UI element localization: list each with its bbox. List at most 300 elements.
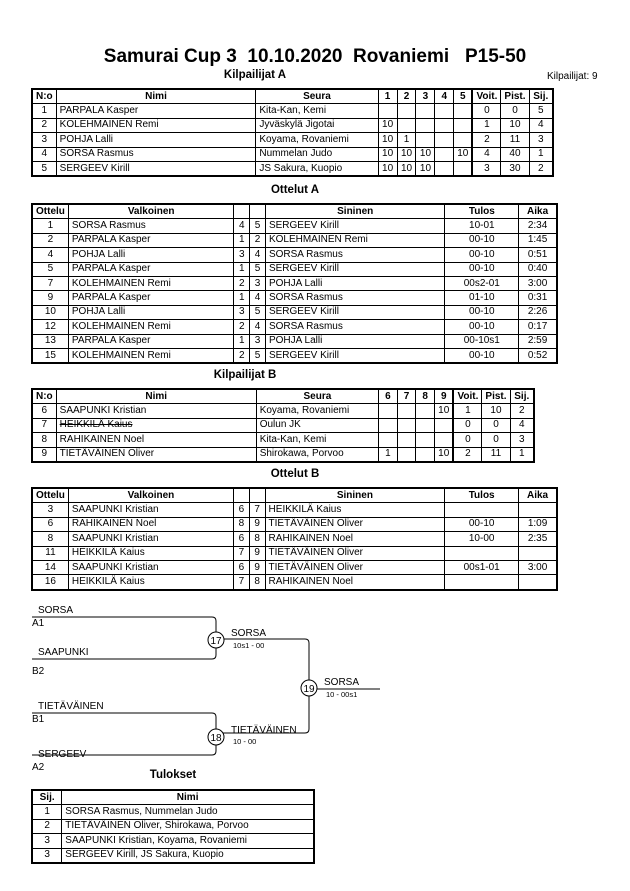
- header-round: 9: [435, 389, 454, 404]
- points: 0: [482, 433, 510, 447]
- round-score: 10: [378, 161, 397, 176]
- match-number-19: 19: [303, 684, 315, 695]
- round-score: [379, 404, 398, 418]
- match-no: 9: [32, 291, 68, 305]
- blue-name: KOLEHMAINEN Remi: [265, 233, 445, 247]
- header-round: 8: [416, 389, 435, 404]
- round-score: 10: [378, 147, 397, 161]
- competitor-club: Koyama, Rovaniemi: [256, 133, 378, 147]
- white-name: RAHIKAINEN Noel: [68, 517, 233, 531]
- points: 10: [482, 404, 510, 418]
- white-no: 6: [234, 560, 250, 574]
- round-score: [435, 104, 454, 118]
- table-header: [32, 488, 557, 503]
- match-number-18: 18: [210, 733, 222, 744]
- table-row: [32, 291, 557, 305]
- wins: 2: [453, 447, 481, 462]
- round-score: 10: [397, 161, 416, 176]
- table-row: [32, 447, 534, 462]
- table-row: [32, 147, 553, 161]
- round-score: [397, 118, 416, 132]
- header-time: Aika: [519, 204, 557, 219]
- competitor-club: Kita-Kan, Kemi: [256, 104, 378, 118]
- sf2-bottom-seed: A2: [32, 762, 45, 773]
- competitor-no: 5: [32, 161, 56, 176]
- result-place: 3: [32, 848, 62, 863]
- blue-name: RAHIKAINEN Noel: [265, 532, 445, 546]
- blue-no: 5: [250, 348, 266, 363]
- wins: 0: [472, 104, 500, 118]
- place: 4: [510, 418, 534, 432]
- header-white: Valkoinen: [68, 204, 234, 219]
- matches-b-title: Ottelut B: [270, 468, 320, 480]
- round-score: [435, 118, 454, 132]
- table-row: [32, 560, 557, 574]
- blue-name: SORSA Rasmus: [265, 291, 445, 305]
- match-no: 2: [32, 233, 68, 247]
- round-score: [416, 104, 435, 118]
- page-title: Samurai Cup 3 10.10.2020 Rovaniemi P15-50: [103, 46, 527, 67]
- competitor-no: 2: [32, 118, 56, 132]
- blue-no: 8: [249, 532, 265, 546]
- competitor-count: Kilpailijat: 9: [547, 71, 598, 82]
- competitor-name: TIETÄVÄINEN Oliver: [56, 447, 256, 462]
- table-row: [32, 320, 557, 334]
- blue-no: 9: [249, 517, 265, 531]
- round-score: [397, 447, 416, 462]
- white-name: HEIKKILÄ Kaius: [68, 575, 233, 590]
- sf2-top-seed: B1: [32, 714, 45, 725]
- table-row: [32, 433, 534, 447]
- round-score: 10: [397, 147, 416, 161]
- wins: 1: [453, 404, 481, 418]
- header-no: N:o: [32, 89, 56, 104]
- white-no: 3: [234, 305, 250, 319]
- sf1-bottom-name: SAAPUNKI: [38, 647, 89, 658]
- round-score: [379, 433, 398, 447]
- white-name: SAAPUNKI Kristian: [68, 503, 233, 517]
- round-score: 10: [416, 161, 435, 176]
- blue-no: 9: [249, 560, 265, 574]
- competitor-no: 8: [32, 433, 56, 447]
- blue-no: 3: [250, 334, 266, 348]
- round-score: 1: [397, 133, 416, 147]
- match-no: 11: [32, 546, 68, 560]
- table-header: [32, 790, 314, 805]
- result-name: TIETÄVÄINEN Oliver, Shirokawa, Porvoo: [62, 819, 314, 833]
- time: 3:00: [519, 276, 557, 290]
- time: [519, 503, 557, 517]
- white-name: PARPALA Kasper: [68, 291, 234, 305]
- white-no: 1: [234, 233, 250, 247]
- header-round: 1: [378, 89, 397, 104]
- competitor-club: Shirokawa, Porvoo: [256, 447, 378, 462]
- time: 0:17: [519, 320, 557, 334]
- header-round: 4: [435, 89, 454, 104]
- table-row: [32, 517, 557, 531]
- matches-a-table: [31, 203, 558, 364]
- table-row: [32, 819, 314, 833]
- match-no: 15: [32, 348, 68, 363]
- round-score: [435, 147, 454, 161]
- blue-no: 5: [250, 219, 266, 233]
- result: 00-10: [445, 233, 519, 247]
- table-row: [32, 834, 314, 848]
- matches-a-title: Ottelut A: [270, 184, 320, 196]
- time: 3:00: [519, 560, 557, 574]
- round-score: [416, 118, 435, 132]
- result-place: 3: [32, 834, 62, 848]
- white-no: 8: [234, 517, 250, 531]
- time: 2:59: [519, 334, 557, 348]
- round-score: [416, 447, 435, 462]
- header-no: N:o: [32, 389, 56, 404]
- sf1-bottom-seed: B2: [32, 666, 45, 677]
- time: 2:35: [519, 532, 557, 546]
- round-score: [454, 118, 473, 132]
- points: 0: [482, 418, 510, 432]
- table-row: [32, 118, 553, 132]
- round-score: 1: [379, 447, 398, 462]
- competitor-club: Jyväskylä Jigotai: [256, 118, 378, 132]
- competitor-name: KOLEHMAINEN Remi: [56, 118, 256, 132]
- white-no: 2: [234, 348, 250, 363]
- header-club: Seura: [256, 389, 378, 404]
- competitor-name: POHJA Lalli: [56, 133, 256, 147]
- competitor-club: Kita-Kan, Kemi: [256, 433, 378, 447]
- match-no: 12: [32, 320, 68, 334]
- sf2-score: 10 - 00: [233, 737, 257, 746]
- header-result: Tulos: [445, 488, 519, 503]
- round-score: [435, 418, 454, 432]
- competitor-no: 4: [32, 147, 56, 161]
- table-row: [32, 305, 557, 319]
- place: 2: [510, 404, 534, 418]
- round-score: [397, 418, 416, 432]
- header-white-no: [234, 204, 250, 219]
- sf2-winner: TIETÄVÄINEN: [231, 725, 297, 736]
- white-no: 2: [234, 320, 250, 334]
- match-no: 13: [32, 334, 68, 348]
- white-no: 4: [234, 219, 250, 233]
- result-name: SAAPUNKI Kristian, Koyama, Rovaniemi: [62, 834, 314, 848]
- blue-name: SERGEEV Kirill: [265, 305, 445, 319]
- blue-name: SORSA Rasmus: [265, 248, 445, 262]
- round-score: 10: [416, 147, 435, 161]
- table-row: [32, 248, 557, 262]
- competitor-no: 1: [32, 104, 56, 118]
- white-name: SAAPUNKI Kristian: [68, 560, 233, 574]
- results-title: Tulokset: [149, 769, 197, 781]
- blue-name: SORSA Rasmus: [265, 320, 445, 334]
- competitor-name: PARPALA Kasper: [56, 104, 256, 118]
- white-no: 3: [234, 248, 250, 262]
- competitor-name: RAHIKAINEN Noel: [56, 433, 256, 447]
- round-score: [435, 133, 454, 147]
- time: [519, 546, 557, 560]
- table-row: [32, 848, 314, 863]
- round-score: [435, 161, 454, 176]
- blue-no: 3: [250, 276, 266, 290]
- round-score: [416, 418, 435, 432]
- result: 00s2-01: [445, 276, 519, 290]
- time: 0:40: [519, 262, 557, 276]
- time: 1:09: [519, 517, 557, 531]
- header-place: Sij.: [32, 790, 62, 805]
- blue-name: SERGEEV Kirill: [265, 262, 445, 276]
- competitor-name: HEIKKILÄ Kaius: [56, 418, 256, 432]
- result: 10-00: [445, 532, 519, 546]
- blue-no: 5: [250, 305, 266, 319]
- match-no: 14: [32, 560, 68, 574]
- result: 00-10: [445, 262, 519, 276]
- table-header: [32, 89, 553, 104]
- wins: 1: [472, 118, 500, 132]
- header-round: 3: [416, 89, 435, 104]
- playoff-bracket: [0, 595, 630, 785]
- white-no: 1: [234, 262, 250, 276]
- white-name: KOLEHMAINEN Remi: [68, 348, 234, 363]
- time: 1:45: [519, 233, 557, 247]
- blue-name: TIETÄVÄINEN Oliver: [265, 560, 445, 574]
- table-row: [32, 161, 553, 176]
- pool-b-table: [31, 388, 535, 463]
- blue-name: POHJA Lalli: [265, 334, 445, 348]
- time: 0:52: [519, 348, 557, 363]
- round-score: [416, 404, 435, 418]
- blue-no: 9: [249, 546, 265, 560]
- pool-a-table: [31, 88, 554, 177]
- table-row: [32, 575, 557, 590]
- place: 3: [510, 433, 534, 447]
- round-score: 10: [378, 133, 397, 147]
- white-name: KOLEHMAINEN Remi: [68, 320, 234, 334]
- white-no: 1: [234, 334, 250, 348]
- round-score: [379, 418, 398, 432]
- table-row: [32, 546, 557, 560]
- competitor-no: 7: [32, 418, 56, 432]
- blue-no: 4: [250, 248, 266, 262]
- header-round: 5: [454, 89, 473, 104]
- sf2-top-name: TIETÄVÄINEN: [38, 701, 104, 712]
- header-name: Nimi: [62, 790, 314, 805]
- matches-b-table: [31, 487, 558, 591]
- place: 5: [529, 104, 553, 118]
- blue-no: 7: [249, 503, 265, 517]
- competitor-no: 6: [32, 404, 56, 418]
- header-blue-no: [249, 488, 265, 503]
- round-score: 10: [435, 404, 454, 418]
- result: 01-10: [445, 291, 519, 305]
- result: 00-10: [445, 517, 519, 531]
- points: 11: [482, 447, 510, 462]
- white-name: POHJA Lalli: [68, 305, 234, 319]
- table-row: [32, 418, 534, 432]
- table-row: [32, 276, 557, 290]
- round-score: [397, 104, 416, 118]
- competitor-no: 3: [32, 133, 56, 147]
- header-result: Tulos: [445, 204, 519, 219]
- blue-name: TIETÄVÄINEN Oliver: [265, 517, 445, 531]
- blue-name: HEIKKILÄ Kaius: [265, 503, 445, 517]
- time: 2:34: [519, 219, 557, 233]
- match-no: 8: [32, 532, 68, 546]
- time: 0:31: [519, 291, 557, 305]
- competitor-club: JS Sakura, Kuopio: [256, 161, 378, 176]
- header-name: Nimi: [56, 389, 256, 404]
- header-white-no: [234, 488, 250, 503]
- white-name: KOLEHMAINEN Remi: [68, 276, 234, 290]
- competitor-club: Oulun JK: [256, 418, 378, 432]
- round-score: [454, 133, 473, 147]
- match-no: 7: [32, 276, 68, 290]
- match-no: 5: [32, 262, 68, 276]
- points: 30: [501, 161, 529, 176]
- sf1-score: 10s1 - 00: [233, 641, 265, 650]
- result: 00s1-01: [445, 560, 519, 574]
- result: [445, 575, 519, 590]
- result: 00-10: [445, 348, 519, 363]
- bracket-line-final: [216, 639, 309, 733]
- match-no: 10: [32, 305, 68, 319]
- table-row: [32, 532, 557, 546]
- header-blue: Sininen: [265, 204, 445, 219]
- table-row: [32, 262, 557, 276]
- header-club: Seura: [256, 89, 378, 104]
- header-time: Aika: [519, 488, 557, 503]
- header-name: Nimi: [56, 89, 256, 104]
- place: 4: [529, 118, 553, 132]
- result: [445, 503, 519, 517]
- blue-no: 5: [250, 262, 266, 276]
- blue-no: 2: [250, 233, 266, 247]
- blue-no: 4: [250, 320, 266, 334]
- competitor-name: SORSA Rasmus: [56, 147, 256, 161]
- round-score: 10: [454, 147, 473, 161]
- result: 00-10: [445, 248, 519, 262]
- time: [519, 575, 557, 590]
- round-score: [454, 104, 473, 118]
- white-no: 7: [234, 575, 250, 590]
- result-place: 1: [32, 805, 62, 819]
- table-row: [32, 348, 557, 363]
- white-name: HEIKKILÄ Kaius: [68, 546, 233, 560]
- table-header: [32, 204, 557, 219]
- white-name: SORSA Rasmus: [68, 219, 234, 233]
- sf2-bottom-name: SERGEEV: [38, 749, 87, 760]
- points: 0: [501, 104, 529, 118]
- round-score: 10: [378, 118, 397, 132]
- place: 3: [529, 133, 553, 147]
- points: 40: [501, 147, 529, 161]
- white-no: 2: [234, 276, 250, 290]
- blue-name: SERGEEV Kirill: [265, 219, 445, 233]
- result-place: 2: [32, 819, 62, 833]
- header-blue: Sininen: [265, 488, 445, 503]
- header-place: Sij.: [529, 89, 553, 104]
- table-row: [32, 404, 534, 418]
- match-no: 3: [32, 503, 68, 517]
- white-name: PARPALA Kasper: [68, 262, 234, 276]
- blue-no: 4: [250, 291, 266, 305]
- place: 1: [529, 147, 553, 161]
- time: 0:51: [519, 248, 557, 262]
- blue-name: RAHIKAINEN Noel: [265, 575, 445, 590]
- wins: 2: [472, 133, 500, 147]
- place: 1: [510, 447, 534, 462]
- competitor-name: SAAPUNKI Kristian: [56, 404, 256, 418]
- white-no: 1: [234, 291, 250, 305]
- table-row: [32, 133, 553, 147]
- header-match: Ottelu: [32, 204, 68, 219]
- result: 10-01: [445, 219, 519, 233]
- table-header: [32, 389, 534, 404]
- result-name: SORSA Rasmus, Nummelan Judo: [62, 805, 314, 819]
- round-score: [435, 433, 454, 447]
- white-no: 6: [234, 532, 250, 546]
- white-name: PARPALA Kasper: [68, 233, 234, 247]
- points: 10: [501, 118, 529, 132]
- wins: 4: [472, 147, 500, 161]
- round-score: [454, 161, 473, 176]
- competitor-name: SERGEEV Kirill: [56, 161, 256, 176]
- blue-name: TIETÄVÄINEN Oliver: [265, 546, 445, 560]
- round-score: [416, 433, 435, 447]
- round-score: [397, 433, 416, 447]
- white-no: 7: [234, 546, 250, 560]
- table-row: [32, 503, 557, 517]
- header-points: Pist.: [501, 89, 529, 104]
- result-name: SERGEEV Kirill, JS Sakura, Kuopio: [62, 848, 314, 863]
- table-row: [32, 104, 553, 118]
- result: 00-10: [445, 305, 519, 319]
- round-score: [416, 133, 435, 147]
- header-wins: Voit.: [453, 389, 481, 404]
- match-no: 1: [32, 219, 68, 233]
- blue-name: SERGEEV Kirill: [265, 348, 445, 363]
- round-score: 10: [435, 447, 454, 462]
- competitor-no: 9: [32, 447, 56, 462]
- table-row: [32, 219, 557, 233]
- match-no: 4: [32, 248, 68, 262]
- sf1-top-seed: A1: [32, 618, 45, 629]
- blue-no: 8: [249, 575, 265, 590]
- table-row: [32, 233, 557, 247]
- results-table: [31, 789, 315, 864]
- header-points: Pist.: [482, 389, 510, 404]
- round-score: [378, 104, 397, 118]
- sf1-top-name: SORSA: [38, 605, 74, 616]
- white-name: PARPALA Kasper: [68, 334, 234, 348]
- white-name: POHJA Lalli: [68, 248, 234, 262]
- header-match: Ottelu: [32, 488, 68, 503]
- result: 00-10: [445, 320, 519, 334]
- header-round: 2: [397, 89, 416, 104]
- result: 00-10s1: [445, 334, 519, 348]
- match-no: 16: [32, 575, 68, 590]
- match-number-17: 17: [210, 636, 222, 647]
- pool-b-title: Kilpailijat B: [213, 369, 277, 381]
- header-white: Valkoinen: [68, 488, 233, 503]
- wins: 0: [453, 418, 481, 432]
- place: 2: [529, 161, 553, 176]
- header-round: 6: [379, 389, 398, 404]
- table-row: [32, 805, 314, 819]
- match-no: 6: [32, 517, 68, 531]
- white-no: 6: [234, 503, 250, 517]
- wins: 0: [453, 433, 481, 447]
- blue-name: POHJA Lalli: [265, 276, 445, 290]
